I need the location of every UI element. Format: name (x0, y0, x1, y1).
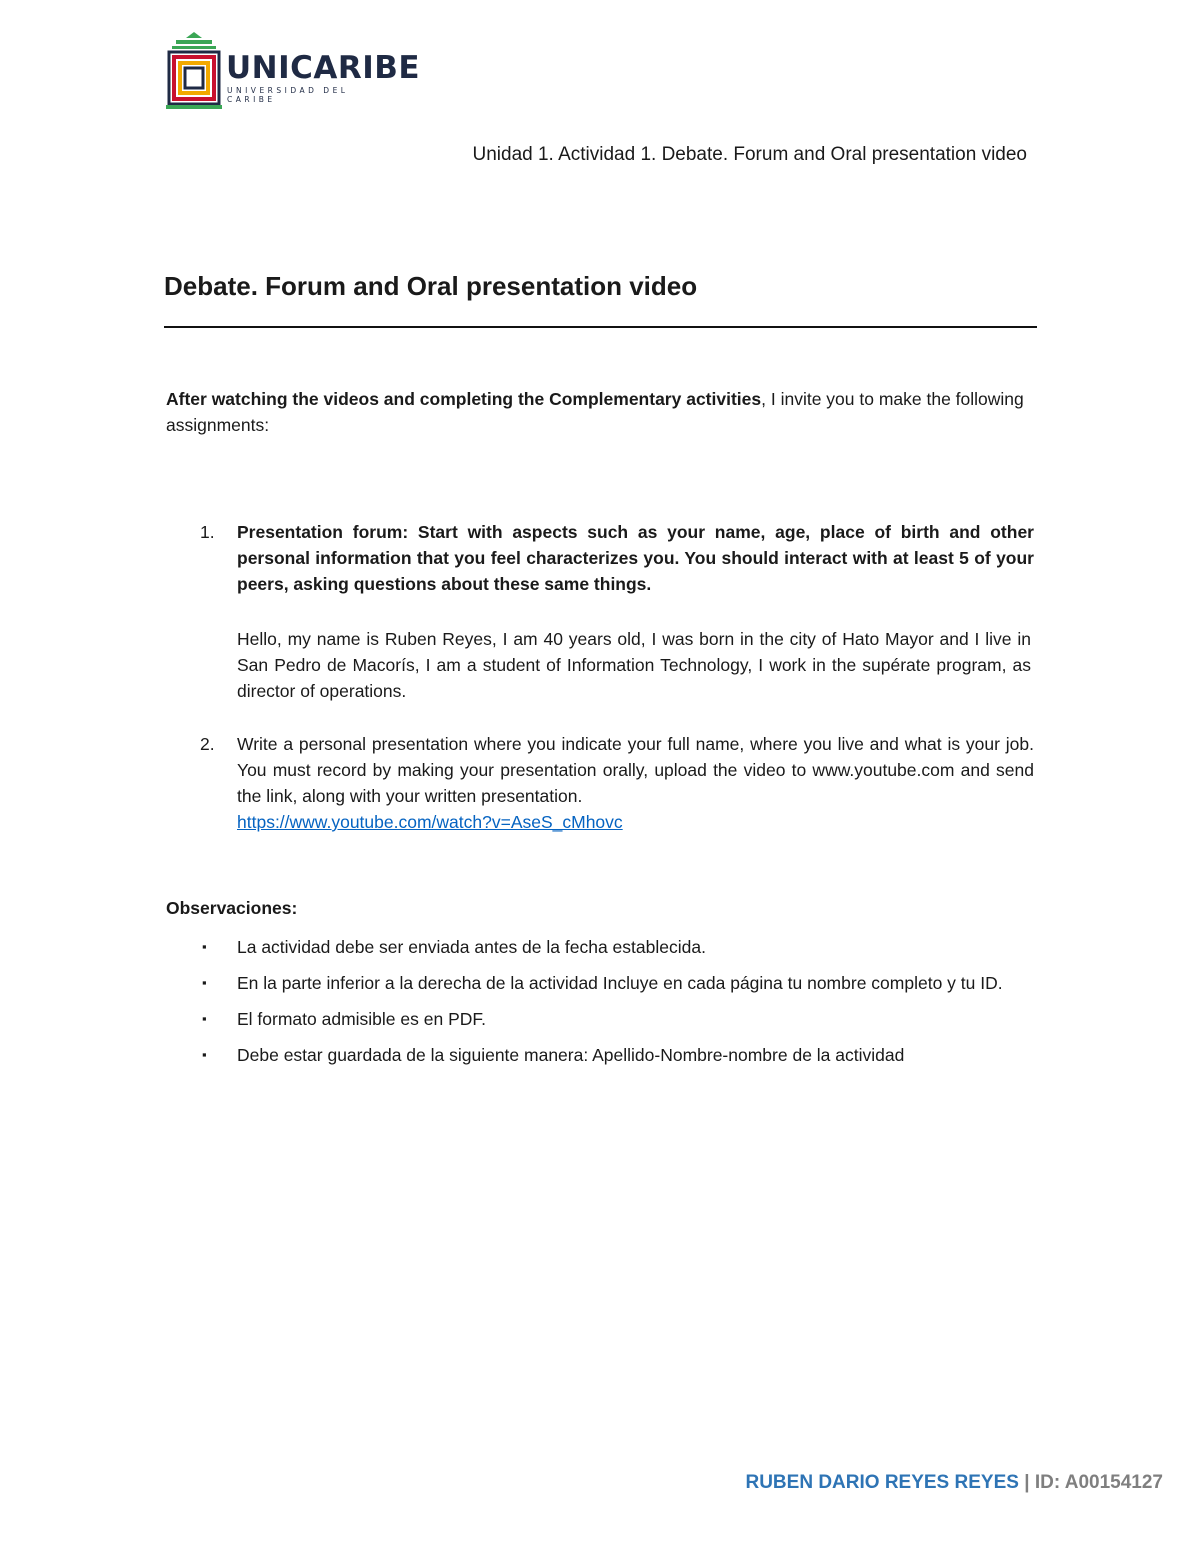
bullet-icon: ▪ (202, 939, 207, 954)
document-header: Unidad 1. Actividad 1. Debate. Forum and Oral presentation video (472, 144, 1027, 165)
item-text: Presentation forum: Start with aspects such as your name, age, place of birth and other personal information that you feel characterizes you. You should interact with at least 5 of your peers, asking questions about these same things. (237, 522, 1034, 594)
unicaribe-emblem-icon (166, 30, 222, 110)
list-item: ▪ El formato admisible es en PDF. (200, 1006, 1034, 1032)
observations-title: Observaciones: (166, 898, 298, 918)
bullet-icon: ▪ (202, 1011, 207, 1026)
footer-separator: | (1024, 1472, 1030, 1493)
student-name: RUBEN DARIO REYES REYES (745, 1472, 1019, 1493)
assignment-item-1 (200, 519, 1034, 597)
unicaribe-logo (166, 30, 421, 110)
page-footer (745, 1472, 1163, 1494)
answer-paragraph: Hello, my name is Ruben Reyes, I am 40 years old, I was born in the city of Hato Mayor and I live in San Pedro de Macorís, I am a student of Information Technology, I work in the supérate program, as director of operations. (237, 629, 1031, 701)
list-item: ▪ Debe estar guardada de la siguiente manera: Apellido-Nombre-nombre de la actividad (200, 1042, 1034, 1068)
student-id: ID: A00154127 (1034, 1472, 1163, 1493)
intro-rest: , I invite you to make the following assignments: (166, 389, 1024, 435)
bullet-icon: ▪ (202, 1047, 207, 1062)
youtube-link[interactable]: https://www.youtube.com/watch?v=AseS_cMhovc (237, 812, 623, 832)
bullet-icon: ▪ (202, 975, 207, 990)
item-number: 2. (200, 734, 215, 754)
logo-subtitle: UNIVERSIDAD DEL CARIBE (227, 86, 349, 104)
observations-list (200, 934, 1034, 1078)
intro-paragraph (166, 386, 1034, 438)
list-item: ▪ La actividad debe ser enviada antes de la fecha establecida. (200, 934, 1034, 960)
intro-bold: After watching the videos and completing the Complementary activities (166, 389, 762, 409)
list-item: ▪ En la parte inferior a la derecha de la actividad Incluye en cada página tu nombre completo y tu ID. (200, 970, 1034, 996)
item-text: Write a personal presentation where you indicate your full name, where you live and what is your job. You must record by making your presentation orally, upload the video to www.youtube.com and send the link, along with your written presentation. (237, 734, 1034, 806)
title-divider (164, 326, 1037, 328)
page-title: Debate. Forum and Oral presentation video (164, 271, 698, 301)
assignment-item-2 (200, 731, 1034, 835)
item-number: 1. (200, 522, 215, 542)
logo-wordmark: UNICARIBE (226, 50, 421, 86)
